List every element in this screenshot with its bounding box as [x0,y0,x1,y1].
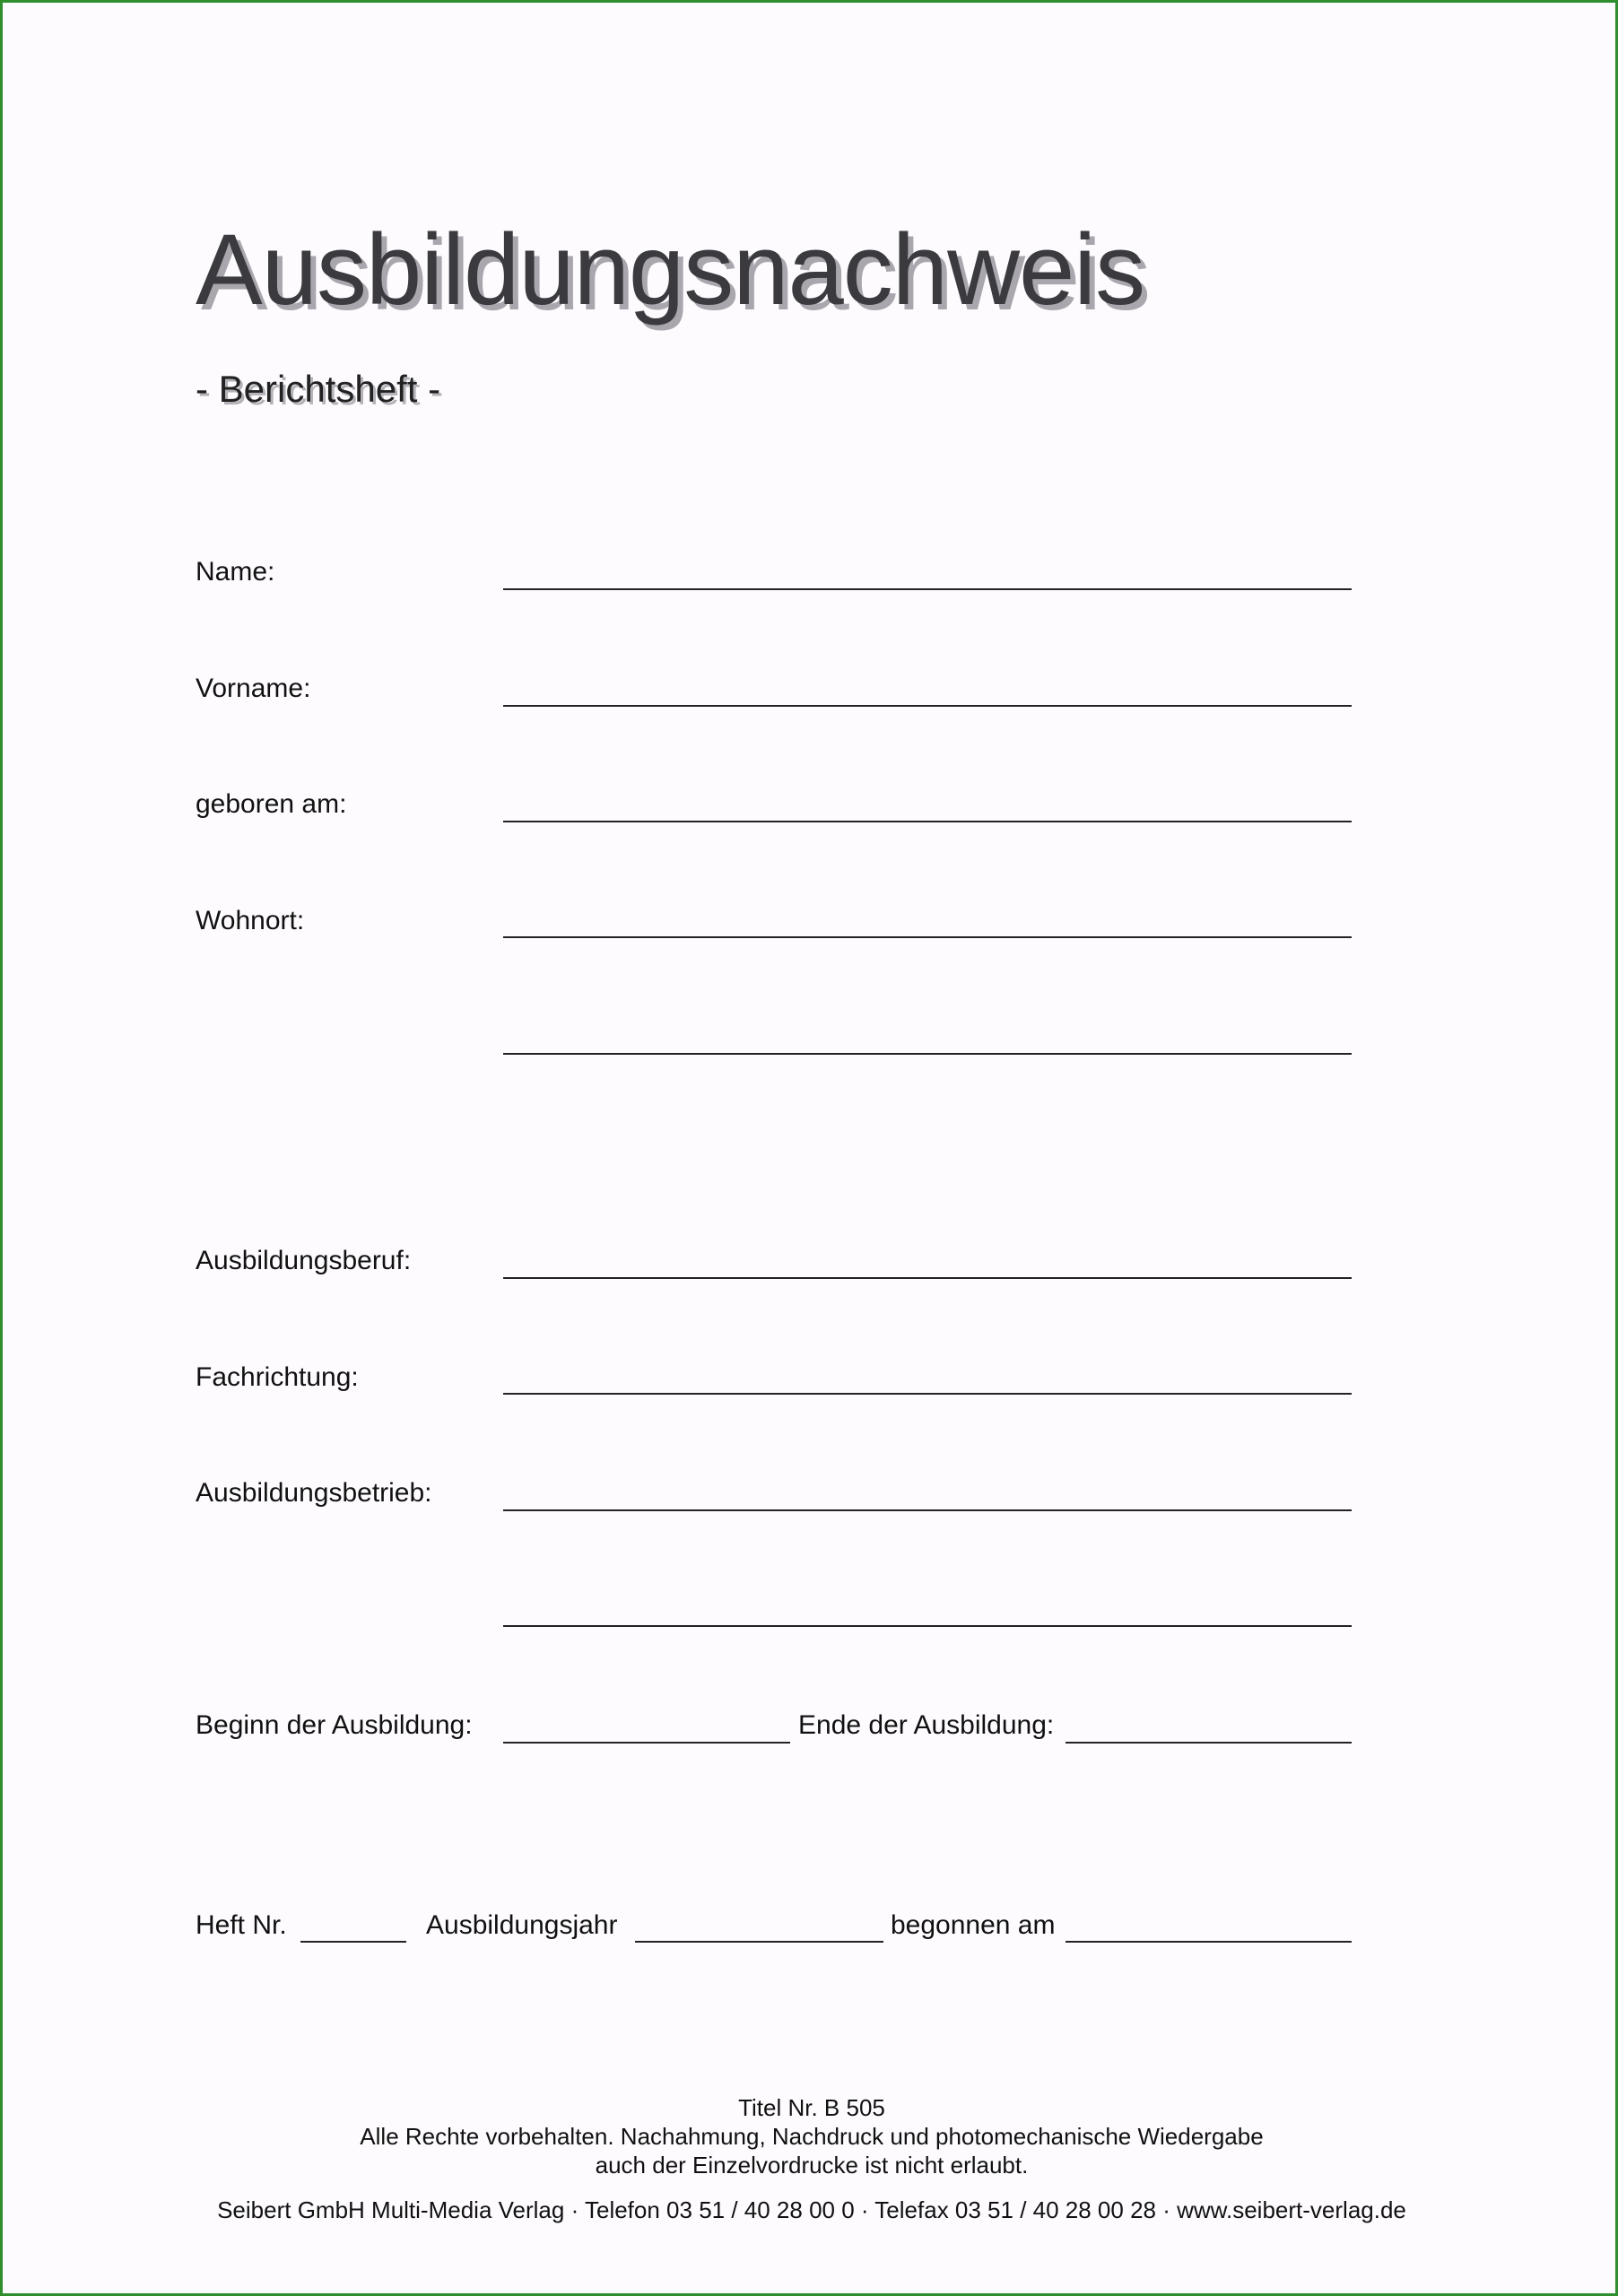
wohnort-field[interactable] [503,936,1352,938]
beginn-field[interactable] [503,1742,790,1744]
ende-field[interactable] [1066,1742,1352,1744]
ausbildungsberuf-label: Ausbildungsberuf: [196,1246,412,1275]
begonnen-label: begonnen am [891,1910,1056,1940]
ende-label: Ende der Ausbildung: [798,1710,1055,1740]
ausbildungsbetrieb-label: Ausbildungsbetrieb: [196,1478,432,1508]
vorname-label: Vorname: [196,674,311,703]
geboren-label: geboren am: [196,789,347,819]
ausbildungsbetrieb-field-line2[interactable] [503,1625,1352,1627]
begonnen-field[interactable] [1066,1941,1352,1943]
document-title: Ausbildungsnachweis [196,213,1145,326]
footer-rights-line1: Alle Rechte vorbehalten. Nachahmung, Nachdruck und photomechanische Wiedergabe [360,2123,1264,2150]
ausbildungsbetrieb-field[interactable] [503,1509,1352,1511]
document-subtitle: - Berichtsheft - [196,368,441,410]
heft-field[interactable] [300,1941,406,1943]
footer-title-number: Titel Nr. B 505 [738,2094,885,2121]
fachrichtung-label: Fachrichtung: [196,1362,359,1392]
name-field[interactable] [503,588,1352,590]
footer-rights-line2: auch der Einzelvordrucke ist nicht erlaubt. [595,2152,1029,2179]
ausbildungsjahr-label: Ausbildungsjahr [426,1910,618,1940]
footer-publisher: Seibert GmbH Multi-Media Verlag · Telefon 03 51 / 40 28 00 0 · Telefax 03 51 / 40 28 00 28 · www.seibert-verlag.de [217,2196,1406,2223]
geboren-field[interactable] [503,821,1352,822]
fachrichtung-field[interactable] [503,1393,1352,1395]
ausbildungsjahr-field[interactable] [635,1941,883,1943]
name-label: Name: [196,557,275,587]
wohnort-label: Wohnort: [196,906,305,935]
ausbildungsberuf-field[interactable] [503,1277,1352,1279]
vorname-field[interactable] [503,705,1352,707]
heft-label: Heft Nr. [196,1910,287,1940]
wohnort-field-line2[interactable] [503,1053,1352,1055]
beginn-label: Beginn der Ausbildung: [196,1710,473,1740]
